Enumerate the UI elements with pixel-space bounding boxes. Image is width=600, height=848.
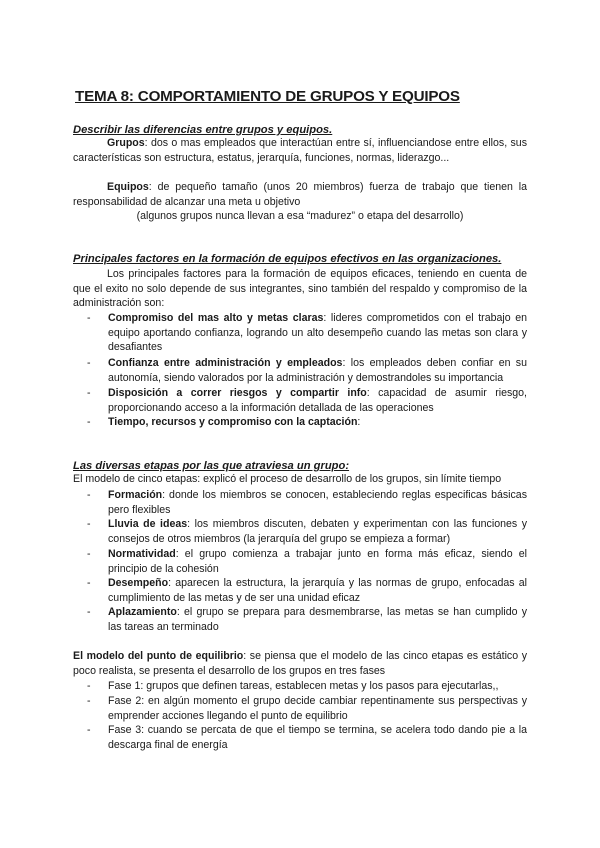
stage-item: - Formación: donde los miembros se conocen, estableciendo reglas especificas básicas pero flexibles — [87, 489, 527, 516]
stage-item: - Normatividad: el grupo comienza a trabajar junto en forma más eficaz, siendo el principio de la cohesión — [87, 548, 527, 575]
equilibrium-text: : se piensa que el modelo de las cinco etapas es estático y poco realista, se presenta el desarrollo de los grupos en tres fases — [73, 650, 527, 677]
phase-item: - Fase 3: cuando se percata de que el tiempo se termina, se acelera todo dando pie a la descarga final de energía — [87, 724, 527, 751]
factor-item: - Tiempo, recursos y compromiso con la captación: — [87, 416, 361, 428]
stage-item: - Desempeño: aparecen la estructura, la jerarquía y las normas de grupo, enfocadas al cumplimiento de las metas y de ser una unidad eficaz — [87, 577, 527, 604]
equipos-term: Equipos — [107, 181, 149, 193]
stage-item: - Lluvia de ideas: los miembros discuten, debaten y experimentan con las funciones y consejos de otros miembros (la jerarquía del grupo se empieza a formar) — [87, 518, 528, 545]
equipos-definition — [73, 180, 527, 209]
equilibrium-model — [73, 649, 527, 678]
grupos-term: Grupos — [107, 137, 145, 149]
equilibrium-term: El modelo del punto de equilibrio — [73, 650, 244, 662]
grupos-text: : dos o mas empleados que interactúan entre sí, influenciandose entre ellos, sus características son estructura, estatus, jerarquía, funciones, normas, liderazgo... — [73, 137, 527, 164]
stages-intro: El modelo de cinco etapas: explicó el proceso de desarrollo de los grupos, sin límite tiempo — [73, 473, 502, 485]
equipos-text: : de pequeño tamaño (unos 20 miembros) fuerza de trabajo que tienen la responsabilidad de alcanzar una meta u objetivo — [73, 181, 527, 208]
page-title: TEMA 8: COMPORTAMIENTO DE GRUPOS Y EQUIPOS — [75, 88, 460, 105]
section-heading-factors: Principales factores en la formación de equipos efectivos en las organizaciones. — [73, 253, 502, 265]
phase-item: - Fase 2: en algún momento el grupo decide cambiar repentinamente sus perspectivas y emprender acciones llegando el punto de equilibrio — [87, 695, 527, 722]
phase-item: - Fase 1: grupos que definen tareas, establecen metas y los pasos para ejecutarlas,, — [87, 680, 499, 692]
maturity-note: (algunos grupos nunca llevan a esa “madurez” o etapa del desarrollo) — [136, 210, 464, 222]
section-heading-differences: Describir las diferencias entre grupos y equipos. — [73, 124, 333, 136]
stage-item: - Aplazamiento: el grupo se prepara para desmembrarse, las metas se han cumplido y las tareas an terminado — [87, 606, 527, 633]
factor-item: - Compromiso del mas alto y metas claras: lideres comprometidos con el trabajo en equipo aportando confianza, logrando un alto desempeño cuando las metas son clara y desafiantes — [87, 312, 527, 354]
grupos-definition — [73, 136, 527, 165]
section-heading-stages: Las diversas etapas por las que atraviesa un grupo: — [73, 460, 350, 472]
factor-item: - Disposición a correr riesgos y compartir info: capacidad de asumir riesgo, proporcionando acceso a la información detallada de las operaciones — [87, 387, 527, 414]
factors-intro: Los principales factores para la formación de equipos eficaces, teniendo en cuenta de que el exito no solo depende de sus integrantes, sino también del respaldo y compromiso de la administración son: — [73, 268, 527, 310]
factor-item: - Confianza entre administración y empleados: los empleados deben confiar en su autonomía, siendo valorados por la administración y demostrandoles su importancia — [87, 357, 527, 384]
